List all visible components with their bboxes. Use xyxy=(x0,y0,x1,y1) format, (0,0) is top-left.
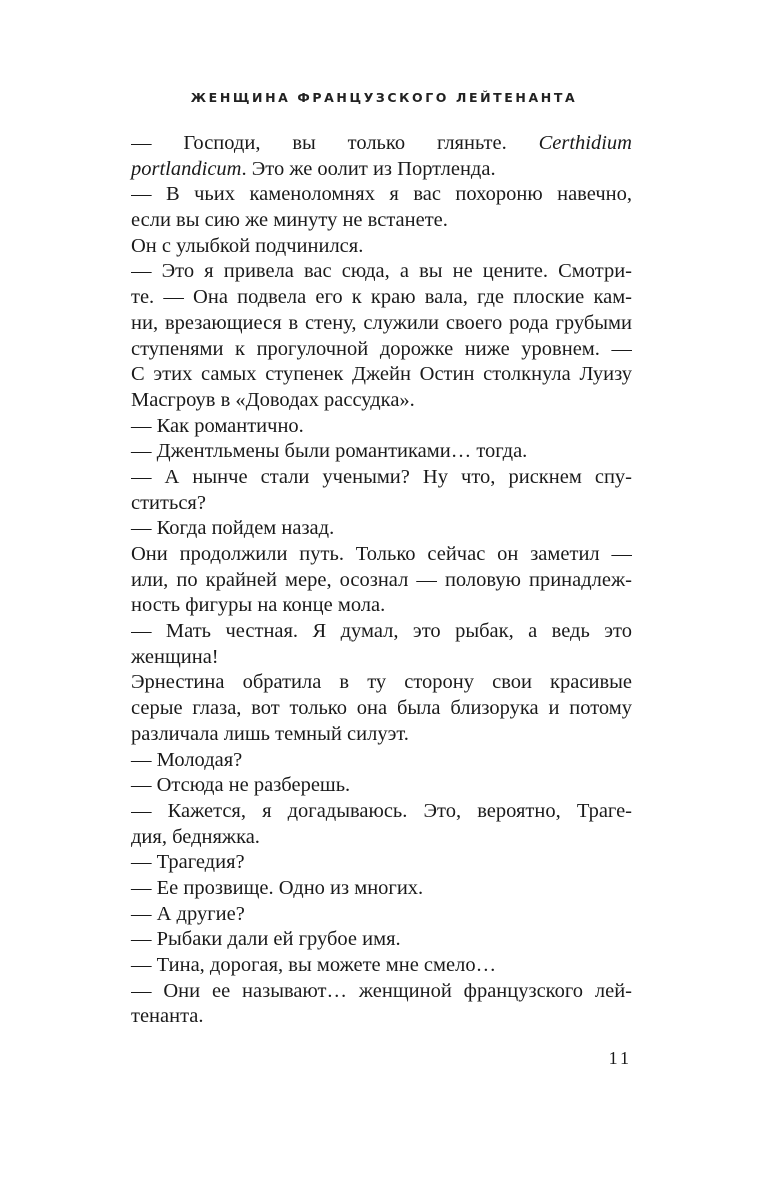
text-line xyxy=(131,799,632,825)
text-segment: — Ее прозвище. Одно из многих. xyxy=(131,876,424,899)
text-line xyxy=(131,645,632,671)
text-segment: — Джентльмены были романтиками… тогда. xyxy=(131,440,528,463)
text-line xyxy=(131,157,632,183)
text-line xyxy=(131,593,632,619)
text-segment: — Они ее называют… женщиной французского лей- xyxy=(131,979,632,1002)
text-line xyxy=(131,285,632,311)
text-line xyxy=(131,311,632,337)
body-text xyxy=(131,131,632,1030)
text-segment: — Тина, дорогая, вы можете мне смело… xyxy=(131,954,497,976)
text-line xyxy=(131,516,632,542)
text-line xyxy=(131,542,632,568)
text-segment: Они продолжили путь. Только сейчас он заметил — xyxy=(131,543,632,565)
text-line xyxy=(131,927,632,953)
text-segment: — Рыбаки дали ей грубое имя. xyxy=(131,928,401,951)
text-line xyxy=(131,388,632,414)
running-header: ЖЕНЩИНА ФРАНЦУЗСКОГО ЛЕЙТЕНАНТА xyxy=(190,90,578,105)
text-line xyxy=(131,748,632,774)
text-line xyxy=(131,979,632,1005)
page-number: 11 xyxy=(608,1048,632,1068)
text-segment: — Молодая? xyxy=(131,748,243,771)
text-line xyxy=(131,337,632,363)
text-line xyxy=(131,722,632,748)
text-line xyxy=(131,670,632,696)
text-line xyxy=(131,773,632,799)
text-segment: если вы сию же минуту не встанете. xyxy=(131,209,448,232)
text-segment: Масгроув в «Доводах рассудка». xyxy=(131,388,415,411)
text-segment: — Когда пойдем назад. xyxy=(131,517,335,540)
text-segment: ститься? xyxy=(131,491,206,514)
text-segment: — В чьих каменоломнях я вас похороню навечно, xyxy=(131,183,632,206)
italic-text: portlandicum xyxy=(131,157,242,180)
text-segment: ни, врезающиеся в стену, служили своего рода грубыми xyxy=(131,311,632,334)
text-line xyxy=(131,465,632,491)
text-segment: дия, бедняжка. xyxy=(131,825,260,848)
text-line xyxy=(131,182,632,208)
text-segment: серые глаза, вот только она была близорука и потому xyxy=(131,697,632,720)
text-segment: — Отсюда не разберешь. xyxy=(131,774,351,797)
text-segment: — Мать честная. Я думал, это рыбак, а ведь это xyxy=(131,620,632,643)
text-line xyxy=(131,696,632,722)
text-line xyxy=(131,902,632,928)
text-segment: — Господи, вы только гляньте. xyxy=(131,132,539,154)
text-segment: различала лишь темный силуэт. xyxy=(131,722,409,745)
text-segment: — А другие? xyxy=(131,902,245,925)
text-segment: — Как романтично. xyxy=(131,414,304,437)
text-line xyxy=(131,131,632,157)
text-line xyxy=(131,234,632,260)
text-line xyxy=(131,491,632,517)
text-segment: — Это я привела вас сюда, а вы не цените. Смотри- xyxy=(131,260,632,283)
text-segment: . Это же оолит из Портленда. xyxy=(241,157,496,180)
text-line xyxy=(131,439,632,465)
text-segment: — Трагедия? xyxy=(131,851,245,874)
text-line xyxy=(131,259,632,285)
text-segment: те. — Она подвела его к краю вала, где плоские кам- xyxy=(131,286,632,309)
text-segment: С этих самых ступенек Джейн Остин столкнула Луизу xyxy=(131,363,632,386)
text-segment: Он с улыбкой подчинился. xyxy=(131,234,364,257)
text-segment: — А нынче стали учеными? Ну что, рискнем спу- xyxy=(131,465,632,488)
text-segment: Эрнестина обратила в ту сторону свои красивые xyxy=(131,671,632,694)
text-segment: — Кажется, я догадываюсь. Это, вероятно, Траге- xyxy=(131,799,632,822)
text-line xyxy=(131,568,632,594)
text-line xyxy=(131,208,632,234)
text-line xyxy=(131,1004,632,1030)
text-segment: женщина! xyxy=(131,645,219,668)
text-line xyxy=(131,619,632,645)
text-segment: или, по крайней мере, осознал — половую принадлеж- xyxy=(131,568,632,591)
text-segment: ступенями к прогулочной дорожке ниже уровнем. — xyxy=(131,337,632,360)
text-segment: тенанта. xyxy=(131,1005,204,1028)
text-segment: ность фигуры на конце мола. xyxy=(131,594,386,617)
text-line xyxy=(131,362,632,388)
text-line xyxy=(131,953,632,979)
italic-text: Certhidium xyxy=(538,132,632,154)
text-line xyxy=(131,414,632,440)
text-line xyxy=(131,876,632,902)
text-line xyxy=(131,850,632,876)
text-line xyxy=(131,825,632,851)
